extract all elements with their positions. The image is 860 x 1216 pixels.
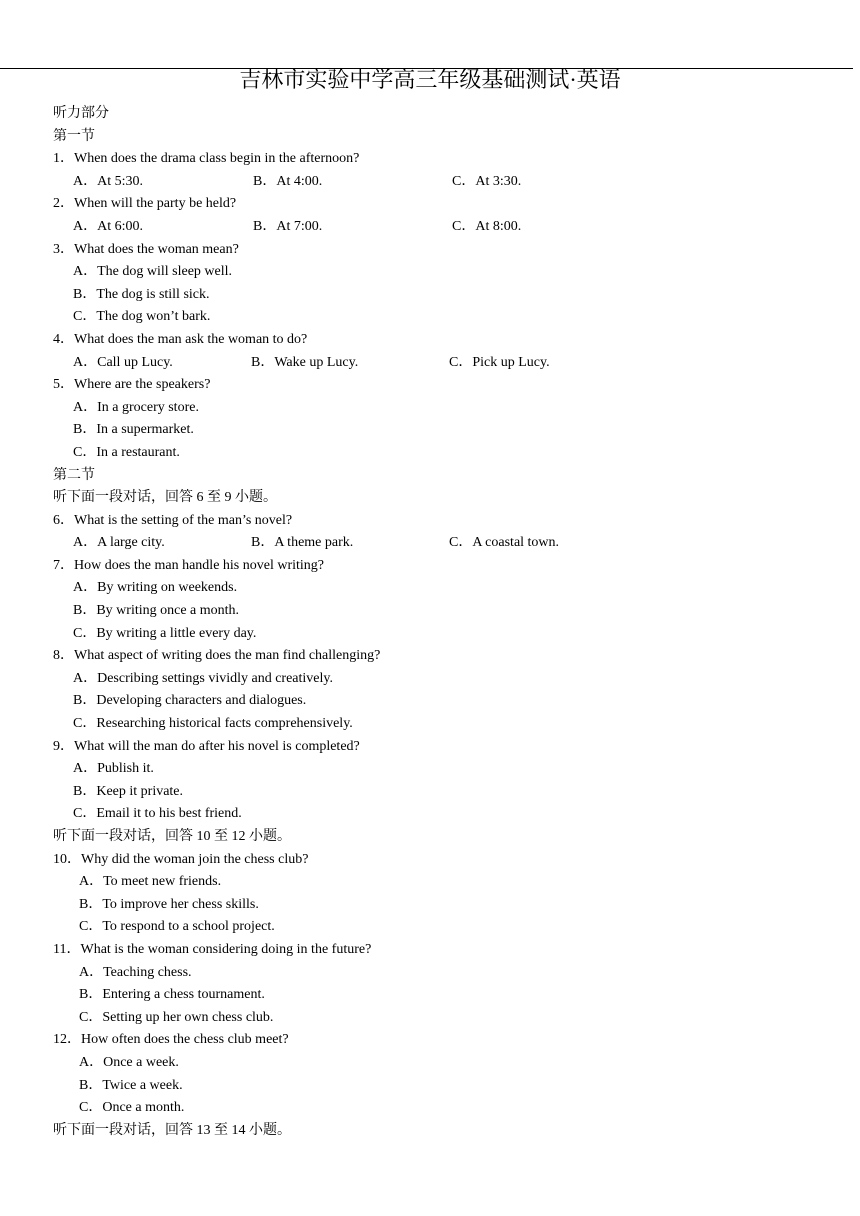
question-11-option-c: C．Setting up her own chess club. — [79, 1009, 274, 1025]
question-9-option-c: C．Email it to his best friend. — [73, 806, 242, 822]
question-8-option-a: A．Describing settings vividly and creatively. — [73, 670, 333, 686]
instruction-6-9: 听下面一段对话，回答 6 至 9 小题。 — [53, 490, 277, 506]
question-4-options — [53, 352, 833, 375]
question-2-option-b: B．At 7:00. — [253, 218, 323, 234]
question-6-stem: 6．What is the setting of the man’s novel? — [53, 512, 293, 528]
question-6-options — [53, 532, 833, 555]
question-2-option-a: A．At 6:00. — [73, 218, 143, 234]
question-3-option-a: A．The dog will sleep well. — [73, 264, 233, 280]
question-4-stem: 4．What does the man ask the woman to do? — [53, 331, 308, 347]
question-5-option-c: C．In a restaurant. — [73, 444, 180, 460]
instruction-10-12: 听下面一段对话，回答 10 至 12 小题。 — [53, 829, 291, 844]
question-9-option-a: A．Publish it. — [73, 761, 154, 777]
question-5-option-b: B．In a supermarket. — [73, 422, 194, 438]
question-10-option-c: C．To respond to a school project. — [79, 919, 275, 935]
question-6-option-c: C．A coastal town. — [449, 535, 560, 551]
question-2-options — [53, 216, 833, 239]
question-1-options — [53, 171, 833, 194]
question-2-stem: 2．When will the party be held? — [53, 196, 237, 212]
instruction-13-14: 听下面一段对话，回答 13 至 14 小题。 — [53, 1122, 291, 1138]
question-6-option-b: B．A theme park. — [251, 535, 354, 551]
question-7-option-b: B．By writing once a month. — [73, 603, 240, 619]
question-7-stem: 7．How does the man handle his novel writing? — [53, 557, 325, 573]
question-7-option-a: A．By writing on weekends. — [73, 580, 238, 596]
question-12-option-a: A．Once a week. — [79, 1054, 179, 1070]
question-1-option-c: C．At 3:30. — [452, 173, 522, 189]
question-1-option-a: A．At 5:30. — [73, 173, 143, 189]
question-4-option-b: B．Wake up Lucy. — [251, 354, 359, 370]
exam-content — [53, 103, 833, 1142]
question-11-option-a: A．Teaching chess. — [79, 964, 192, 980]
question-8-option-b: B．Developing characters and dialogues. — [73, 693, 307, 709]
section-heading-1: 第一节 — [53, 128, 95, 144]
question-12-stem: 12．How often does the chess club meet? — [53, 1032, 289, 1048]
question-12-option-b: B．Twice a week. — [79, 1077, 183, 1093]
question-10-stem: 10．Why did the woman join the chess club? — [53, 851, 309, 867]
question-8-option-c: C．Researching historical facts comprehensively. — [73, 716, 353, 732]
question-5-stem: 5．Where are the speakers? — [53, 377, 211, 393]
question-9-option-b: B．Keep it private. — [73, 783, 184, 799]
question-3-option-b: B．The dog is still sick. — [73, 286, 210, 302]
question-12-option-c: C．Once a month. — [79, 1100, 185, 1116]
question-4-option-a: A．Call up Lucy. — [73, 354, 173, 370]
question-8-stem: 8．What aspect of writing does the man find challenging? — [53, 648, 381, 664]
question-6-option-a: A．A large city. — [73, 535, 165, 551]
question-5-option-a: A．In a grocery store. — [73, 399, 199, 415]
section-heading-2: 第二节 — [53, 467, 95, 483]
question-3-stem: 3．What does the woman mean? — [53, 241, 239, 257]
question-7-option-c: C．By writing a little every day. — [73, 625, 257, 641]
question-11-stem: 11．What is the woman considering doing in the future? — [53, 941, 372, 957]
question-9-stem: 9．What will the man do after his novel is completed? — [53, 738, 360, 754]
page-title: 吉林市实验中学高三年级基础测试·英语 — [239, 67, 621, 92]
question-1-stem: 1．When does the drama class begin in the afternoon? — [53, 151, 360, 167]
question-11-option-b: B．Entering a chess tournament. — [79, 987, 265, 1003]
part-heading: 听力部分 — [53, 106, 109, 121]
question-3-option-c: C．The dog won’t bark. — [73, 309, 211, 325]
question-2-option-c: C．At 8:00. — [452, 218, 522, 234]
question-4-option-c: C．Pick up Lucy. — [449, 354, 550, 370]
question-10-option-b: B．To improve her chess skills. — [79, 896, 259, 912]
question-1-option-b: B．At 4:00. — [253, 173, 323, 189]
question-10-option-a: A．To meet new friends. — [79, 874, 222, 890]
